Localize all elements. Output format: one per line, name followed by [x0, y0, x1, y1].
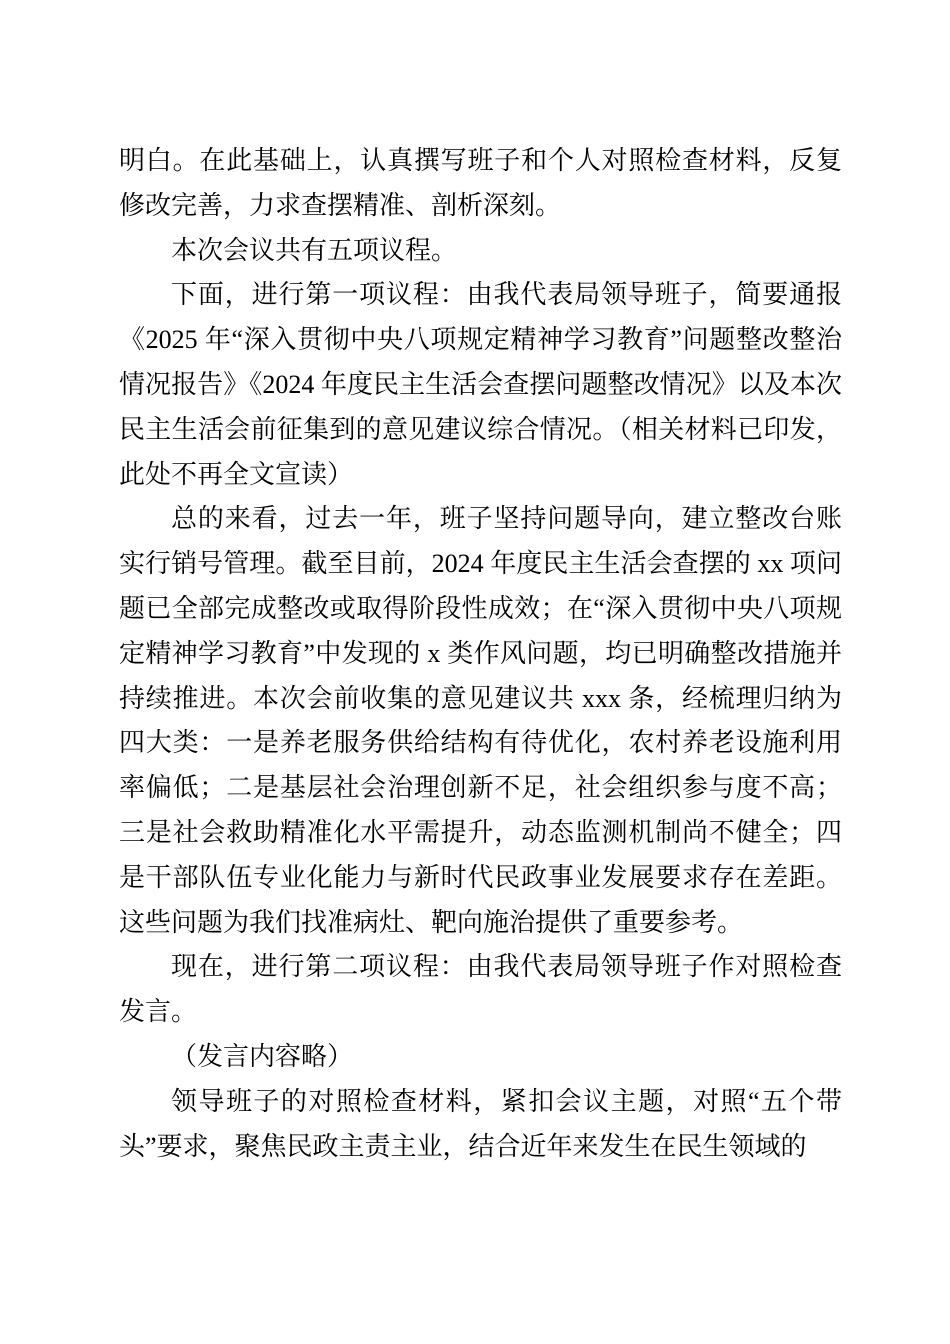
paragraph-agenda-count: 本次会议共有五项议程。	[171, 235, 458, 265]
paragraph-continuation: 明白。在此基础上，认真撰写班子和个人对照检查材料，反复修改完善，力求查摆精准、剖析深刻。	[119, 146, 842, 220]
document-body	[119, 139, 842, 1169]
paragraph-agenda-item-2: 现在，进行第二项议程：由我代表局领导班子作对照检查发言。	[119, 952, 842, 1027]
paragraph-speech-omitted-note: （发言内容略）	[171, 1041, 354, 1071]
paragraph-overall-review: 总的来看，过去一年，班子坚持问题导向，建立整改台账实行销号管理。截至目前，2024 年度民主生活会查摆的 xx 项问题已全部完成整改或取得阶段性成效；在“深入贯彻中央八项规定精神学习教育”中发现的 x 类作风问题，均已明确整改措施并持续推进。本次会前收集的意见建议共 xxx 条，经梳理归纳为四大类：一是养老服务供给结构有待优化，农村养老设施利用率偏低；二是基层社会治理创新不足，社会组织参与度不高；三是社会救助精准化水平需提升，动态监测机制尚不健全；四是干部队伍专业化能力与新时代民政事业发展要求存在差距。这些问题为我们找准病灶、靶向施治提供了重要参考。	[119, 504, 842, 937]
paragraph-agenda-item-1: 下面，进行第一项议程：由我代表局领导班子，简要通报《2025 年“深入贯彻中央八项规定精神学习教育”问题整改整治情况报告》《2024 年度民主生活会查摆问题整改情况》以及本次民主生活会前征集到的意见建议综合情况。（相关材料已印发，此处不再全文宣读）	[119, 280, 842, 489]
paragraph-review-material-intro: 领导班子的对照检查材料，紧扣会议主题，对照“五个带头”要求，聚焦民政主责主业，结合近年来发生在民生领域的	[119, 1086, 842, 1161]
